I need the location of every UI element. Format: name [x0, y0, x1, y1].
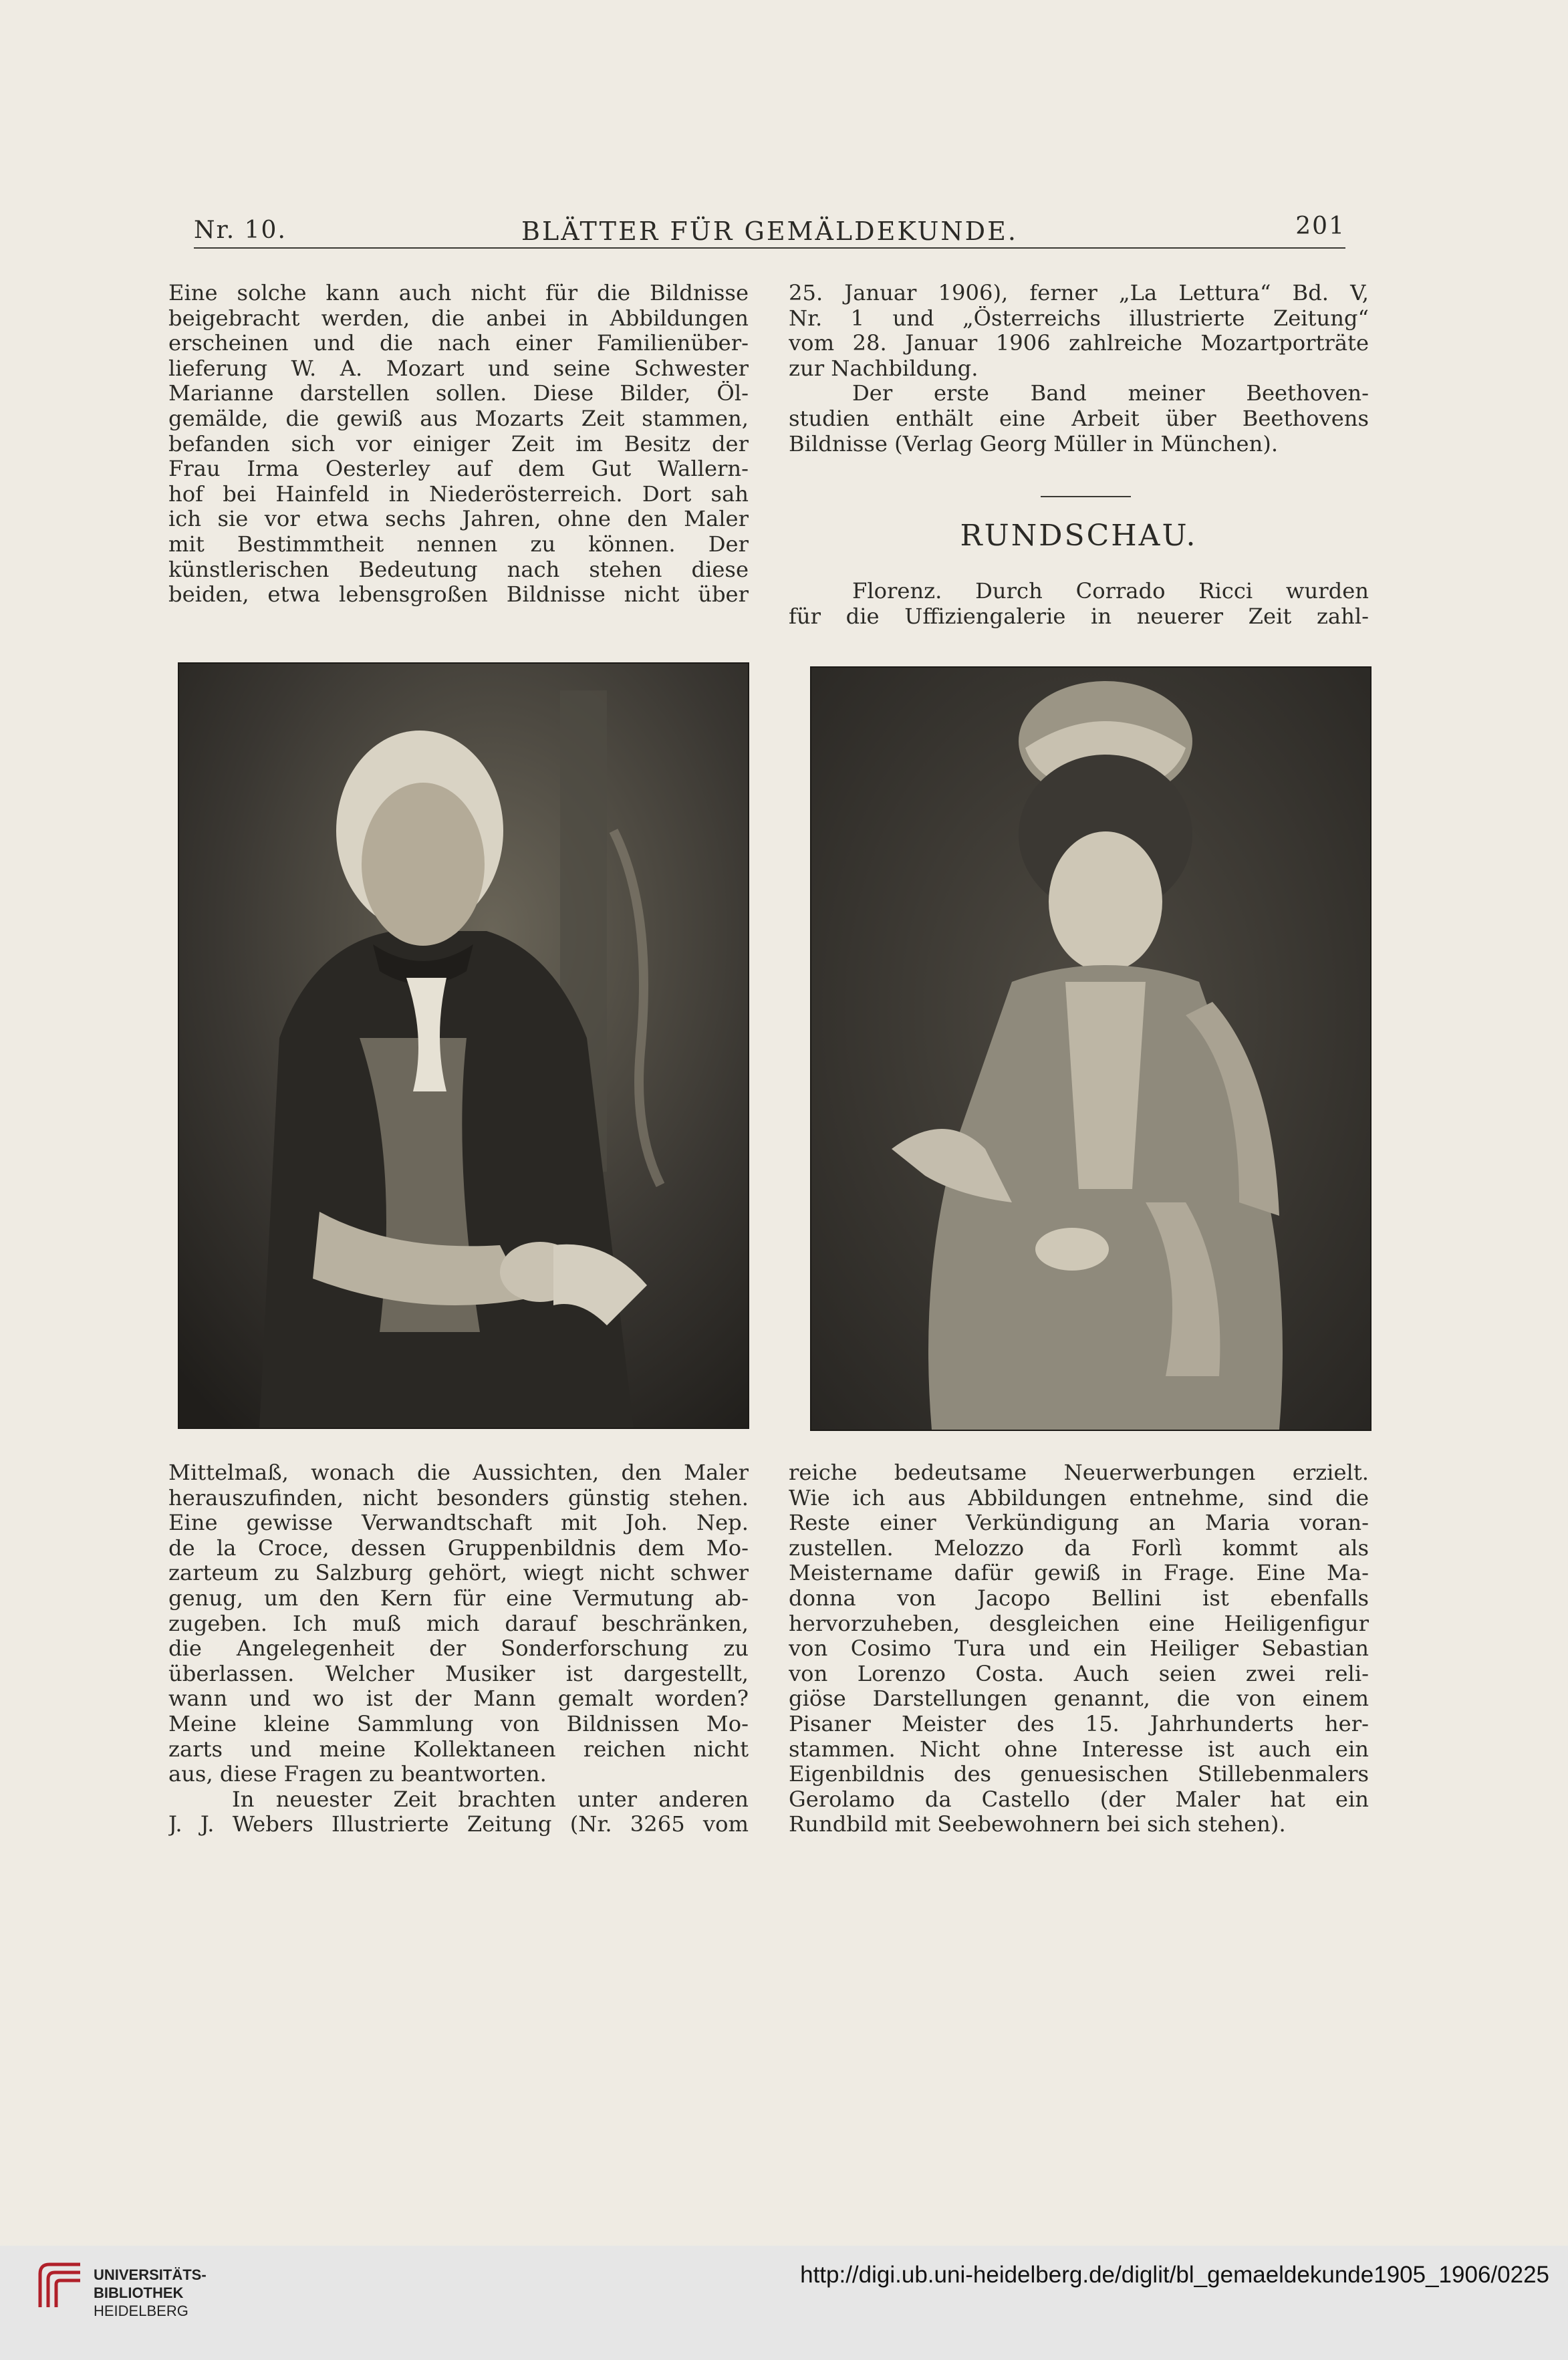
text-line: aus, diese Fragen zu beantworten. — [168, 1762, 547, 1787]
text-line: Mittelmaß, wonach die Aussichten, den Maler — [168, 1460, 749, 1485]
portrait-photo-man — [178, 662, 749, 1429]
text-line: reiche bedeutsame Neuerwerbungen erzielt. — [789, 1460, 1369, 1485]
column-left-top — [168, 281, 749, 608]
text-line: lieferung W. A. Mozart und seine Schwester — [168, 356, 749, 381]
text-line: beigebracht werden, die anbei in Abbildungen — [168, 305, 749, 331]
text-line: gemälde, die gewiß aus Mozarts Zeit stammen, — [168, 406, 749, 431]
text-line: beiden, etwa lebensgroßen Bildnisse nicht über — [168, 582, 749, 608]
page-number: 201 — [1295, 213, 1345, 240]
text-line: Meistername dafür gewiß in Frage. Eine Ma- — [789, 1561, 1369, 1586]
permalink-url[interactable]: http://digi.ub.uni-heidelberg.de/diglit/bl_gemaeldekunde1905_1906/0225 — [800, 2262, 1549, 2288]
text-line: Marianne darstellen sollen. Diese Bilder, Öl- — [168, 381, 749, 406]
column-right-bottom — [789, 1460, 1369, 1837]
journal-title: BLÄTTER FÜR GEMÄLDEKUNDE. — [521, 217, 1018, 246]
text-line: donna von Jacopo Bellini ist ebenfalls — [789, 1585, 1369, 1611]
text-line: die Angelegenheit der Sonderforschung zu — [168, 1636, 749, 1662]
text-line: studien enthält eine Arbeit über Beethovens — [789, 406, 1369, 431]
section-heading: RUNDSCHAU. — [960, 519, 1198, 553]
column-right-top — [789, 281, 1369, 456]
section-divider — [1041, 496, 1131, 497]
text-line: zugeben. Ich muß mich darauf beschränken, — [168, 1611, 749, 1636]
text-line: wann und wo ist der Mann gemalt worden? — [168, 1686, 749, 1712]
text-line: Meine kleine Sammlung von Bildnissen Mo- — [168, 1711, 749, 1736]
column-left-bottom — [168, 1460, 749, 1837]
library-name — [94, 2266, 207, 2320]
text-line: überlassen. Welcher Musiker ist dargestellt, — [168, 1661, 749, 1686]
text-line: genug, um den Kern für eine Vermutung ab- — [168, 1585, 749, 1611]
text-line: Pisaner Meister des 15. Jahrhunderts her- — [789, 1711, 1369, 1736]
text-line: Gerolamo da Castello (der Maler hat ein — [789, 1787, 1369, 1812]
text-line: Florenz. Durch Corrado Ricci wurden — [852, 579, 1369, 604]
library-logo-icon — [35, 2260, 86, 2314]
text-line: zarts und meine Kollektaneen reichen nicht — [168, 1736, 749, 1762]
portrait-photo-woman — [810, 666, 1371, 1431]
text-line: de la Croce, dessen Gruppenbildnis dem Mo- — [168, 1535, 749, 1561]
library-name-line: BIBLIOTHEK — [94, 2284, 184, 2301]
text-line: Wie ich aus Abbildungen entnehme, sind die — [789, 1485, 1369, 1511]
text-line: von Lorenzo Costa. Auch seien zwei reli- — [789, 1661, 1369, 1686]
text-line: Rundbild mit Seebewohnern bei sich stehen). — [789, 1812, 1286, 1837]
column-right-rundschau — [789, 579, 1369, 629]
library-name-line: UNIVERSITÄTS- — [94, 2266, 207, 2283]
text-line: befanden sich vor einiger Zeit im Besitz der — [168, 431, 749, 456]
text-line: von Cosimo Tura und ein Heiliger Sebastian — [789, 1636, 1369, 1662]
text-line: Bildnisse (Verlag Georg Müller in München). — [789, 431, 1279, 456]
text-line: 25. Januar 1906), ferner „La Lettura“ Bd. V, — [789, 281, 1369, 305]
text-line: zarteum zu Salzburg gehört, wiegt nicht schwer — [168, 1561, 749, 1586]
running-header — [194, 213, 1345, 253]
text-line: Frau Irma Oesterley auf dem Gut Wallern- — [168, 456, 749, 482]
text-line: giöse Darstellungen genannt, die von einem — [789, 1686, 1369, 1712]
text-line: vom 28. Januar 1906 zahlreiche Mozartporträte — [789, 331, 1369, 356]
library-footer — [0, 2246, 1568, 2360]
text-line: Eine solche kann auch nicht für die Bildnisse — [168, 281, 749, 305]
text-line: ich sie vor etwa sechs Jahren, ohne den Maler — [168, 507, 749, 532]
text-line: Eigenbildnis des genuesischen Stillebenmalers — [789, 1762, 1369, 1787]
text-line: Nr. 1 und „Österreichs illustrierte Zeitung“ — [789, 305, 1369, 331]
issue-number: Nr. 10. — [194, 217, 287, 244]
text-line: zur Nachbildung. — [789, 356, 978, 381]
text-line: Reste einer Verkündigung an Maria voran- — [789, 1511, 1369, 1536]
text-line: In neuester Zeit brachten unter anderen — [232, 1787, 749, 1812]
library-name-line: HEIDELBERG — [94, 2303, 188, 2319]
text-line: für die Uffiziengalerie in neuerer Zeit zahl- — [789, 604, 1369, 629]
text-line: stammen. Nicht ohne Interesse ist auch ein — [789, 1736, 1369, 1762]
text-line: erscheinen und die nach einer Familienüber- — [168, 331, 749, 356]
text-line: hof bei Hainfeld in Niederösterreich. Dort sah — [168, 481, 749, 507]
text-line: Eine gewisse Verwandtschaft mit Joh. Nep. — [168, 1511, 749, 1536]
text-line: Der erste Band meiner Beethoven- — [852, 381, 1369, 406]
text-line: mit Bestimmtheit nennen zu können. Der — [168, 531, 749, 557]
text-line: J. J. Webers Illustrierte Zeitung (Nr. 3265 vom — [168, 1812, 749, 1837]
header-rule — [194, 247, 1345, 249]
text-line: hervorzuheben, desgleichen eine Heiligenfigur — [789, 1611, 1369, 1636]
text-line: zustellen. Melozzo da Forlì kommt als — [789, 1535, 1369, 1561]
text-line: künstlerischen Bedeutung nach stehen diese — [168, 557, 749, 582]
text-line: herauszufinden, nicht besonders günstig stehen. — [168, 1485, 749, 1511]
